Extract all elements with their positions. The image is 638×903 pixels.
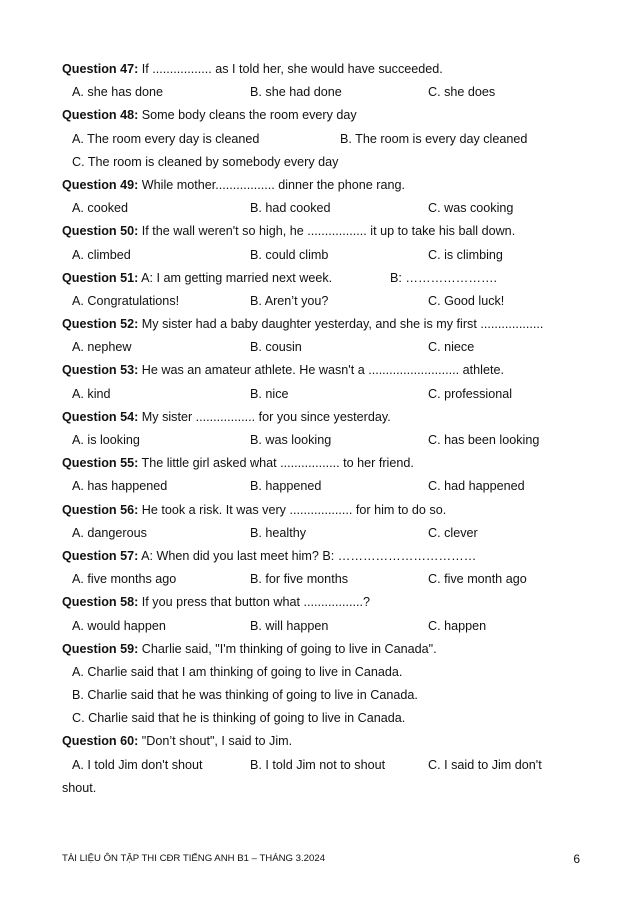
question-text: My sister ................. for you since yesterday.	[138, 409, 391, 424]
option-a: A. cooked	[72, 201, 129, 216]
option-c: C. niece	[428, 340, 475, 355]
options-row	[62, 522, 582, 545]
option-b: B. cousin	[250, 340, 302, 355]
question-text: Some body cleans the room every day	[138, 108, 357, 123]
question-53	[62, 359, 582, 382]
option-b: B. Charlie said that he was thinking of going to live in Canada.	[72, 688, 418, 703]
options-row	[62, 568, 582, 591]
option-a: A. she has done	[72, 85, 164, 100]
options-row	[62, 383, 582, 406]
question-number: Question 58:	[62, 595, 139, 610]
option-a: A. has happened	[72, 479, 168, 494]
question-number: Question 55:	[62, 456, 139, 471]
question-54	[62, 406, 582, 429]
question-number: Question 51:	[62, 270, 139, 285]
option-b: B. could climb	[250, 247, 329, 262]
options-row	[62, 475, 582, 498]
option-c: C. The room is cleaned by somebody every day	[72, 154, 339, 169]
question-number: Question 47:	[62, 62, 139, 76]
option-c: C. Good luck!	[428, 293, 505, 308]
option-b: B. Aren’t you?	[250, 293, 329, 308]
option-a: A. nephew	[72, 340, 132, 355]
question-number: Question 56:	[62, 502, 139, 517]
option-c: C. professional	[428, 386, 512, 401]
question-text: If you press that button what .................?	[138, 595, 370, 610]
question-55	[62, 452, 582, 475]
options-row	[62, 128, 582, 151]
question-number: Question 49:	[62, 177, 139, 192]
question-49	[62, 174, 582, 197]
option-c: C. Charlie said that he is thinking of going to live in Canada.	[72, 711, 406, 726]
question-text: A: I am getting married next week.	[138, 270, 333, 285]
option-a: A. five months ago	[72, 572, 177, 587]
options-row	[62, 615, 582, 638]
question-text: A: When did you last meet him? B: ……………………………	[138, 548, 477, 563]
question-51	[62, 267, 582, 290]
question-60	[62, 730, 582, 753]
footer-text: TÀI LIỆU ÔN TẬP THI CĐR TIẾNG ANH B1 – THÁNG 3.2024	[62, 853, 326, 864]
option-a: A. Congratulations!	[72, 293, 180, 308]
options-row	[62, 707, 582, 730]
option-b: B. I told Jim not to shout	[250, 757, 386, 772]
question-47	[62, 58, 582, 81]
options-row	[62, 197, 582, 220]
option-a: A. I told Jim don't shout	[72, 757, 203, 772]
question-number: Question 60:	[62, 734, 139, 749]
question-number: Question 50:	[62, 224, 139, 239]
question-text: If the wall weren't so high, he ................. it up to take his ball down.	[138, 224, 516, 239]
question-text: He took a risk. It was very .................. for him to do so.	[138, 502, 447, 517]
question-number: Question 59:	[62, 641, 139, 656]
options-row	[62, 151, 582, 174]
option-c: C. had happened	[428, 479, 525, 494]
option-a: A. The room every day is cleaned	[72, 131, 260, 146]
option-c-continuation: shout.	[62, 780, 97, 795]
page-number: 6	[573, 852, 580, 866]
option-b: B. had cooked	[250, 201, 331, 216]
question-text-b: B: ………………….	[390, 270, 498, 285]
option-c: C. clever	[428, 525, 478, 540]
question-50	[62, 220, 582, 243]
question-57	[62, 545, 582, 568]
option-c: C. she does	[428, 85, 496, 100]
question-number: Question 53:	[62, 363, 139, 378]
option-a: A. would happen	[72, 618, 166, 633]
option-a: A. climbed	[72, 247, 131, 262]
options-row	[62, 661, 582, 684]
options-row	[62, 754, 582, 777]
option-c: C. has been looking	[428, 433, 540, 447]
question-number: Question 54:	[62, 409, 139, 424]
options-row	[62, 336, 582, 359]
options-row	[62, 429, 582, 452]
question-text: Charlie said, "I'm thinking of going to live in Canada".	[138, 641, 437, 656]
option-c: C. is climbing	[428, 247, 503, 262]
question-52	[62, 313, 582, 336]
option-a: A. is looking	[72, 433, 140, 447]
option-a: A. dangerous	[72, 525, 147, 540]
question-59	[62, 638, 582, 661]
page-footer	[62, 852, 580, 866]
question-text: "Don’t shout", I said to Jim.	[138, 734, 293, 749]
option-c: C. happen	[428, 618, 487, 633]
question-text: My sister had a baby daughter yesterday, and she is my first ..................	[138, 317, 544, 332]
question-list	[62, 58, 582, 800]
question-number: Question 48:	[62, 108, 139, 123]
options-row	[62, 290, 582, 313]
question-48	[62, 104, 582, 127]
question-text: If ................. as I told her, she would have succeeded.	[138, 62, 443, 76]
question-number: Question 52:	[62, 317, 139, 332]
option-b: B. happened	[250, 479, 322, 494]
option-b: B. will happen	[250, 618, 329, 633]
question-number: Question 57:	[62, 548, 139, 563]
option-b: B. nice	[250, 386, 289, 401]
option-c: C. I said to Jim don't	[428, 757, 542, 772]
option-c: C. five month ago	[428, 572, 527, 587]
question-56	[62, 499, 582, 522]
option-a: A. Charlie said that I am thinking of going to live in Canada.	[72, 664, 403, 679]
options-row	[62, 684, 582, 707]
options-row	[62, 81, 582, 104]
option-b: B. was looking	[250, 433, 332, 447]
option-c: C. was cooking	[428, 201, 514, 216]
question-text: The little girl asked what ................. to her friend.	[138, 456, 414, 471]
question-58	[62, 591, 582, 614]
option-b: B. The room is every day cleaned	[340, 131, 528, 146]
option-a: A. kind	[72, 386, 111, 401]
options-row	[62, 244, 582, 267]
question-text: He was an amateur athlete. He wasn't a .......................... athlete.	[138, 363, 504, 378]
option-b: B. for five months	[250, 572, 348, 587]
option-b: B. healthy	[250, 525, 307, 540]
question-text: While mother................. dinner the phone rang.	[138, 177, 405, 192]
option-b: B. she had done	[250, 85, 342, 100]
